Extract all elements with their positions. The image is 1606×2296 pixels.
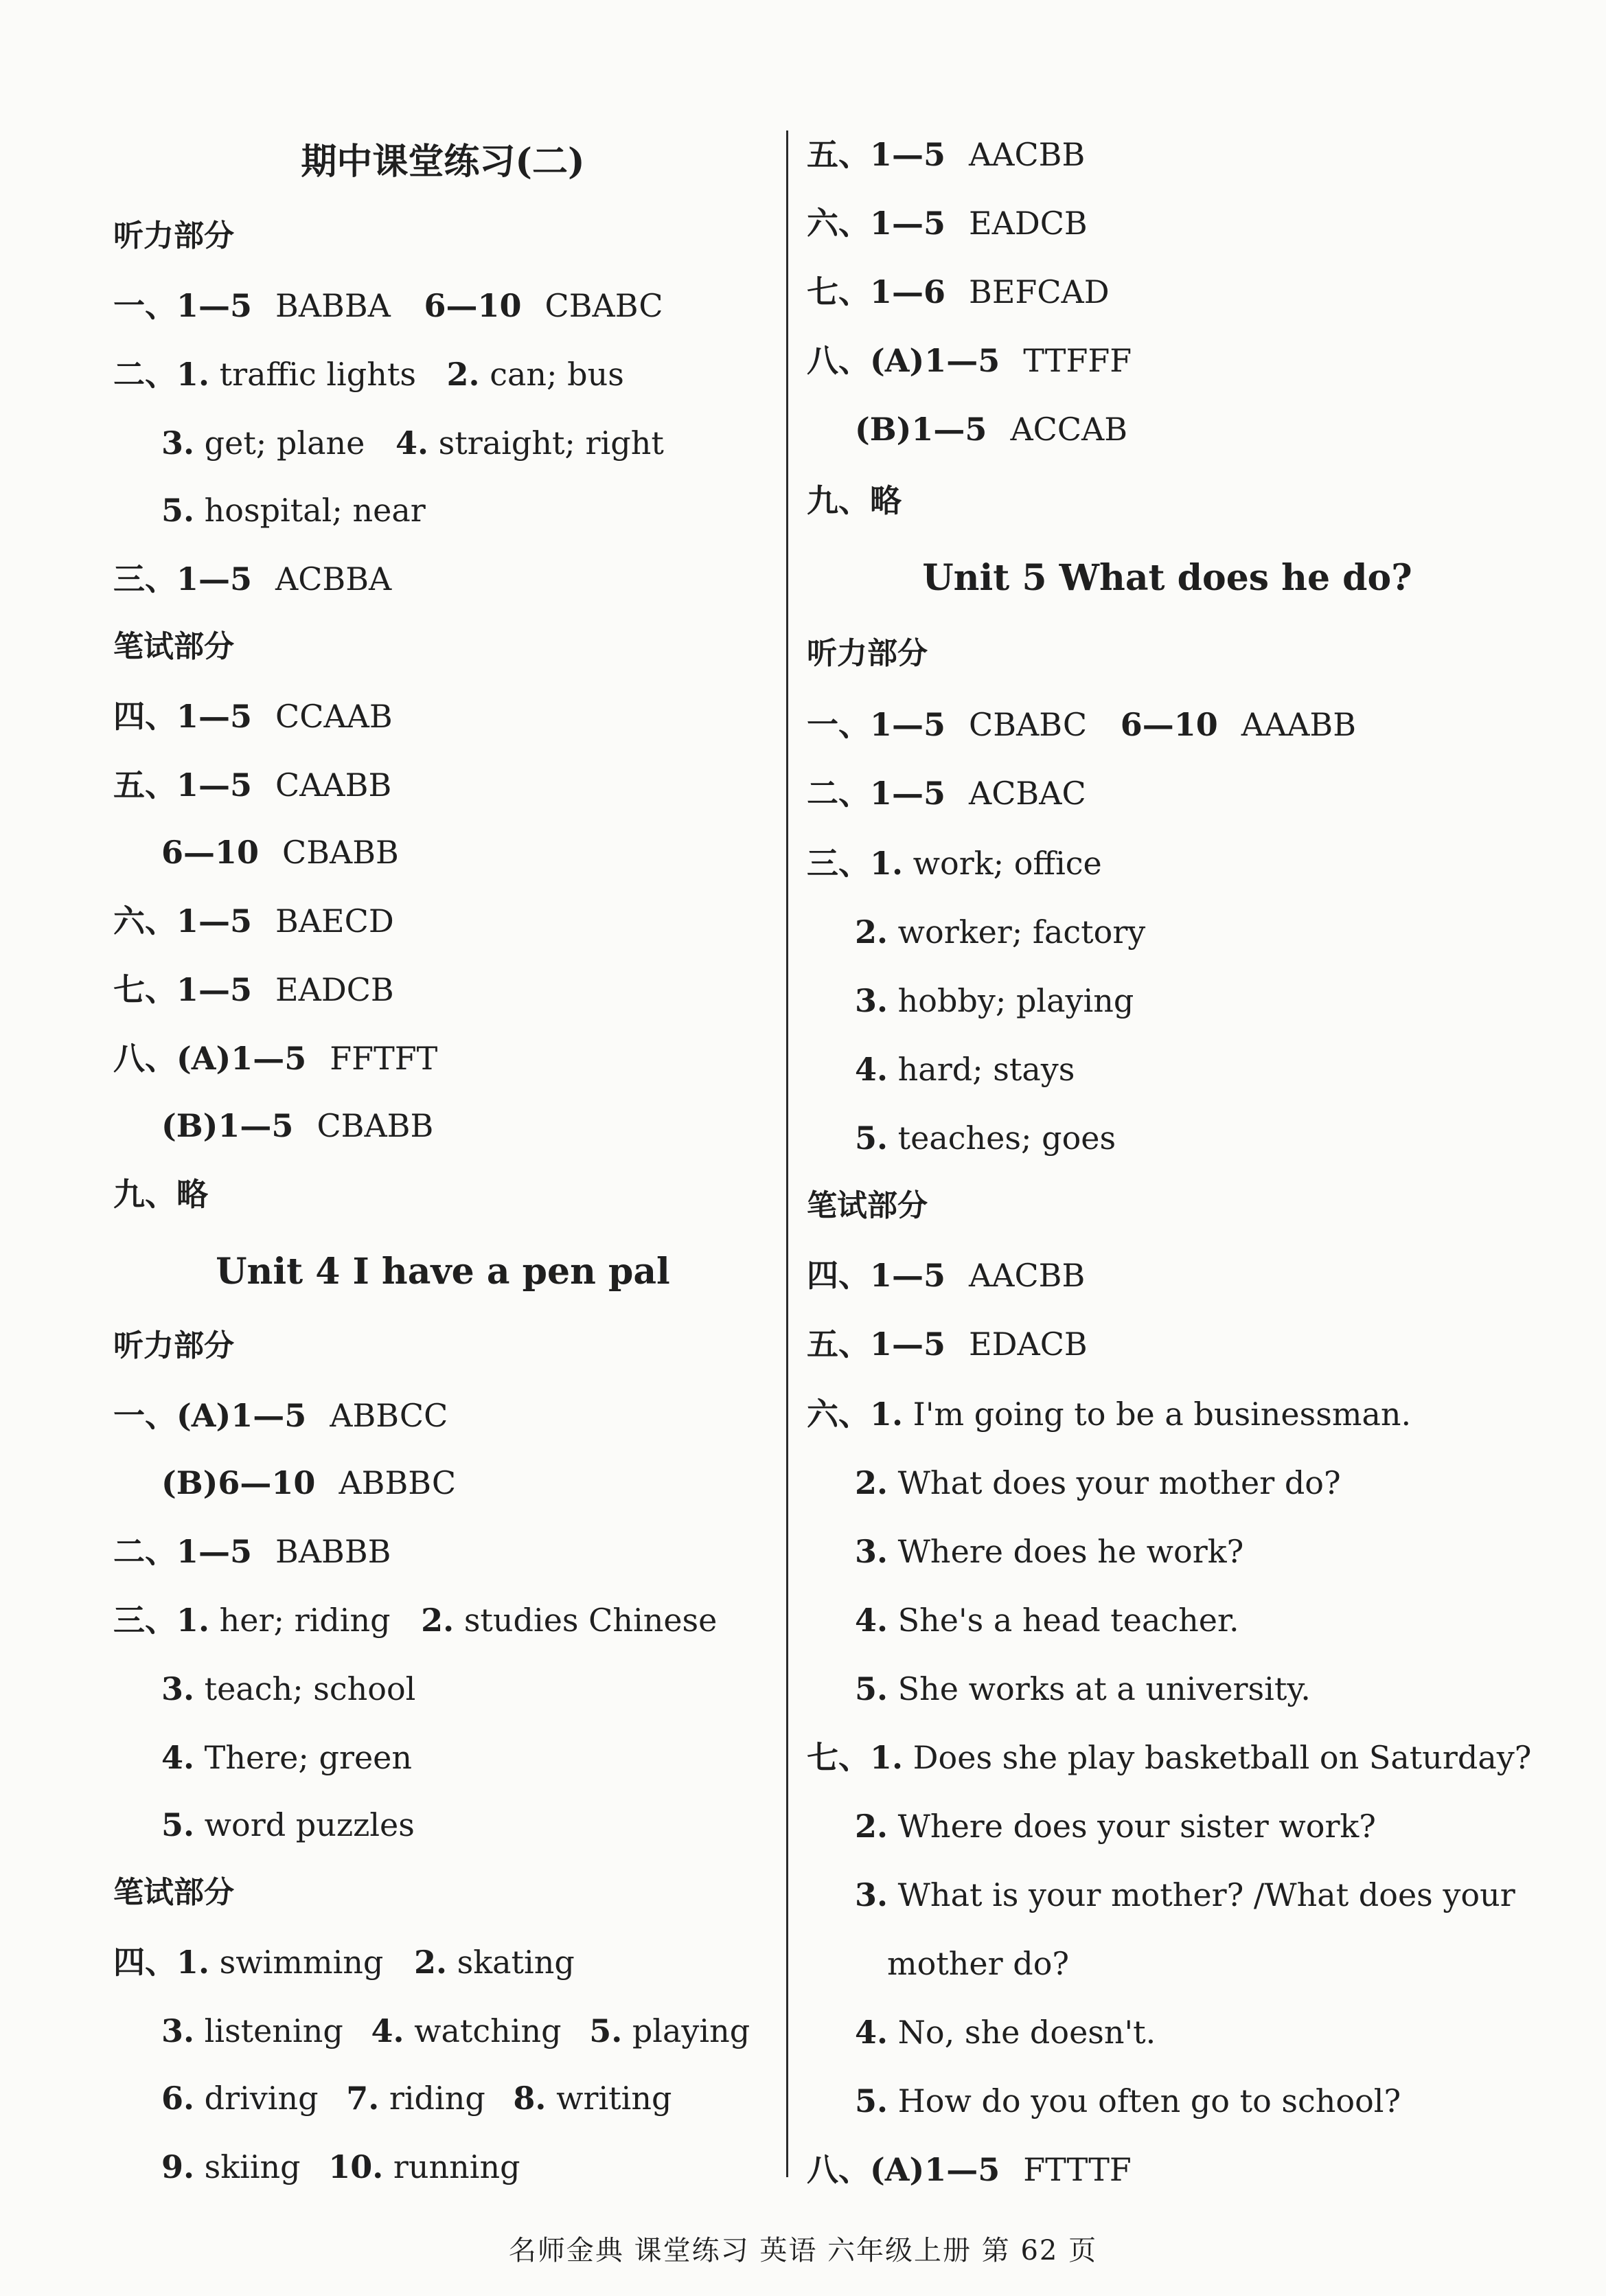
answer-line: 一、1—5 CBABC 6—10 AAABB: [807, 706, 1357, 743]
answer-line: 五、1—5 EDACB: [807, 1326, 1088, 1363]
answer-line: 九、略: [113, 1176, 208, 1213]
answer-line: (B)1—5 ACCAB: [855, 411, 1128, 448]
answer-line: 3. listening 4. watching 5. playing: [161, 2012, 750, 2049]
answer-line: 4. hard; stays: [855, 1051, 1075, 1088]
answer-line: 9. skiing 10. running: [161, 2148, 520, 2185]
answer-line: 四、1—5 AACBB: [807, 1257, 1086, 1294]
answer-line: (B)6—10 ABBBC: [161, 1464, 457, 1501]
answer-line: 一、(A)1—5 ABBCC: [113, 1397, 448, 1434]
answer-line: 二、1—5 ACBAC: [807, 775, 1086, 812]
answer-line: 七、1. Does she play basketball on Saturday?: [807, 1739, 1532, 1776]
answer-line: 七、1—5 EADCB: [113, 971, 394, 1008]
answer-line: 八、(A)1—5 TTFFF: [807, 342, 1132, 379]
answer-line: 九、略: [807, 482, 902, 519]
answer-line: 5. How do you often go to school?: [855, 2082, 1401, 2119]
answer-line: 三、1. work; office: [807, 845, 1102, 882]
page-footer: 名师金典 课堂练习 英语 六年级上册 第 62 页: [508, 2235, 1098, 2266]
answer-line: 五、1—5 AACBB: [807, 136, 1086, 173]
listening-heading: 听力部分: [807, 636, 928, 671]
answer-line: 3. get; plane 4. straight; right: [161, 424, 664, 462]
unit4-title: Unit 4 I have a pen pal: [216, 1251, 670, 1293]
answer-line: 六、1. I'm going to be a businessman.: [807, 1396, 1412, 1433]
section-title: 期中课堂练习(二): [301, 141, 585, 183]
answer-line: 二、1—5 BABBB: [113, 1533, 391, 1570]
answer-line: (B)1—5 CBABB: [161, 1107, 434, 1144]
answer-line: 四、1. swimming 2. skating: [113, 1944, 575, 1981]
answer-line: 3. What is your mother? /What does your: [855, 1876, 1515, 1913]
answer-line: 三、1. her; riding 2. studies Chinese: [113, 1602, 718, 1639]
answer-line: 2. What does your mother do?: [855, 1464, 1341, 1501]
answer-line: 6—10 CBABB: [161, 834, 399, 871]
answer-line: 八、(A)1—5 FFTFT: [113, 1040, 438, 1077]
answer-line: 5. hospital; near: [161, 492, 426, 529]
answer-line: 七、1—6 BEFCAD: [807, 273, 1110, 310]
answer-line: 3. hobby; playing: [855, 982, 1134, 1019]
writing-heading: 笔试部分: [113, 1875, 234, 1910]
answer-line: 4. There; green: [161, 1739, 413, 1776]
writing-heading: 笔试部分: [113, 629, 234, 664]
answer-line: 6. driving 7. riding 8. writing: [161, 2080, 672, 2117]
answer-line: 二、1. traffic lights 2. can; bus: [113, 356, 624, 393]
answer-line: 六、1—5 EADCB: [807, 205, 1088, 242]
answer-line: 五、1—5 CAABB: [113, 766, 392, 804]
answer-line: 2. Where does your sister work?: [855, 1808, 1376, 1845]
answer-line: 3. teach; school: [161, 1670, 416, 1707]
answer-line: 六、1—5 BAECD: [113, 902, 394, 940]
column-divider: [786, 130, 788, 2177]
answer-line: 4. She's a head teacher.: [855, 1602, 1239, 1639]
answer-line: 4. No, she doesn't.: [855, 2014, 1156, 2051]
answer-line: 2. worker; factory: [855, 913, 1146, 951]
answer-line: 四、1—5 CCAAB: [113, 698, 393, 735]
answer-line: 一、1—5 BABBA 6—10 CBABC: [113, 287, 663, 324]
answer-line: 5. She works at a university.: [855, 1670, 1311, 1707]
writing-heading: 笔试部分: [807, 1188, 928, 1223]
unit5-title: Unit 5 What does he do?: [922, 557, 1412, 599]
answer-line: mother do?: [887, 1945, 1070, 1982]
listening-heading: 听力部分: [113, 218, 234, 253]
listening-heading: 听力部分: [113, 1328, 234, 1363]
answer-line: 三、1—5 ACBBA: [113, 560, 392, 598]
answer-line: 八、(A)1—5 FTTTF: [807, 2151, 1132, 2188]
answer-line: 3. Where does he work?: [855, 1533, 1244, 1570]
answer-line: 5. word puzzles: [161, 1806, 415, 1843]
answer-line: 5. teaches; goes: [855, 1119, 1116, 1157]
